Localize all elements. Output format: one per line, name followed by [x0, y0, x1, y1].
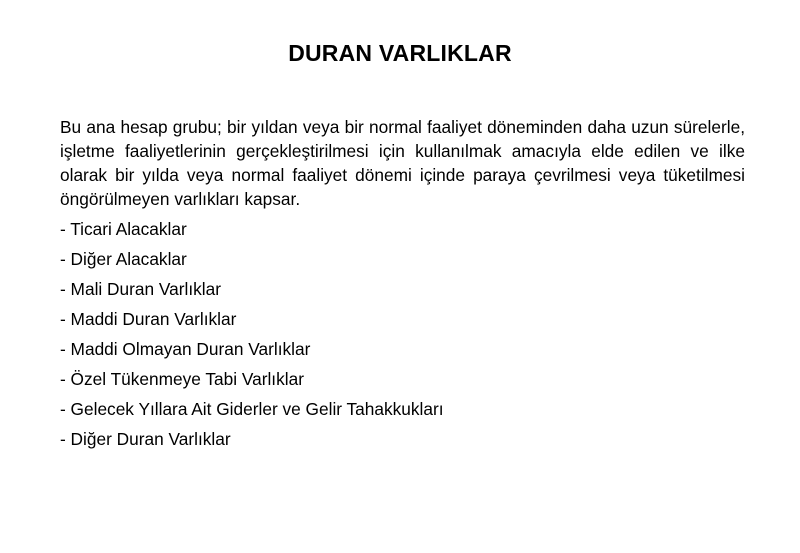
description-paragraph: Bu ana hesap grubu; bir yıldan veya bir normal faaliyet döneminden daha uzun sürelerle, işletme faaliyetlerinin gerçekleştirilmesi için kullanılmak amacıyla elde edilen ve ilke olarak bir yılda veya normal faaliyet dönemi içinde paraya çevrilmesi veya tüketilmesi öngörülmeyen varlıkları kapsar.: [60, 117, 745, 209]
list-item: - Maddi Duran Varlıklar: [60, 309, 237, 329]
list-item: - Diğer Duran Varlıklar: [60, 429, 231, 449]
slide-body: [60, 115, 745, 457]
list-item: - Ticari Alacaklar: [60, 219, 187, 239]
account-list: [60, 217, 745, 457]
list-item: - Mali Duran Varlıklar: [60, 279, 222, 299]
slide-title: DURAN VARLIKLAR: [288, 40, 512, 66]
list-item: - Diğer Alacaklar: [60, 249, 187, 269]
list-item: - Gelecek Yıllara Ait Giderler ve Gelir Tahakkukları: [60, 399, 444, 419]
list-item: - Maddi Olmayan Duran Varlıklar: [60, 339, 311, 359]
list-item: - Özel Tükenmeye Tabi Varlıklar: [60, 369, 304, 389]
